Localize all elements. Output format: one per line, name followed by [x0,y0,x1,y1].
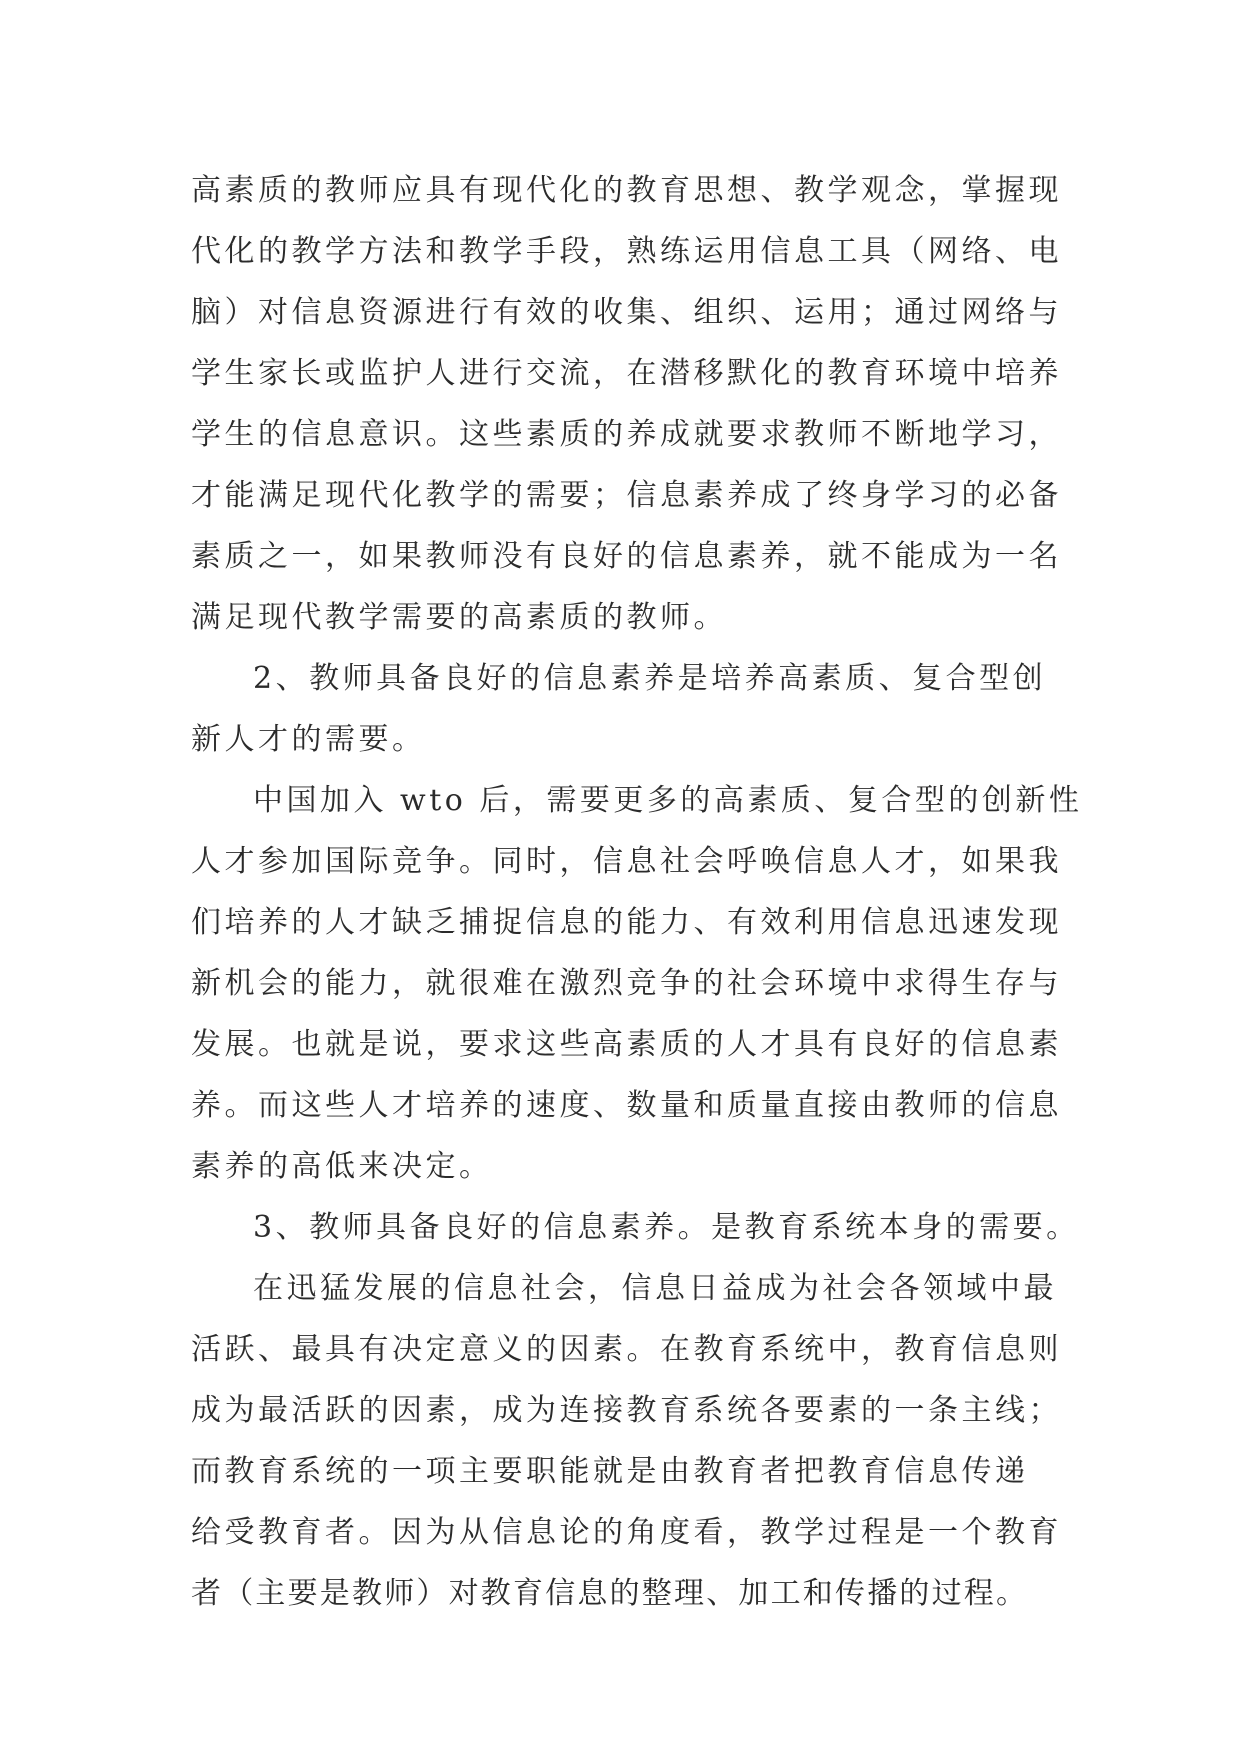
text-line: 养。而这些人才培养的速度、数量和质量直接由教师的信息 [191,1088,1062,1123]
section-heading-line: 新人才的需要。 [191,722,426,757]
text-line: 成为最活跃的因素，成为连接教育系统各要素的一条主线； [191,1393,1062,1428]
text-line: 人才参加国际竞争。同时，信息社会呼唤信息人才，如果我 [191,844,1062,879]
text-line: 代化的教学方法和教学手段，熟练运用信息工具（网络、电 [191,234,1062,269]
text-line: 活跃、最具有决定意义的因素。在教育系统中，教育信息则 [191,1332,1062,1367]
text-line: 才能满足现代化教学的需要；信息素养成了终身学习的必备 [191,478,1062,513]
text-line: 中国加入 wto 后，需要更多的高素质、复合型的创新性 [253,783,1083,818]
text-line: 脑）对信息资源进行有效的收集、组织、运用；通过网络与 [191,295,1062,330]
text-line: 给受教育者。因为从信息论的角度看，教学过程是一个教育 [191,1515,1062,1550]
text-line: 高素质的教师应具有现代化的教育思想、教学观念，掌握现 [191,173,1062,208]
section-heading-line: 3、教师具备良好的信息素养。是教育系统本身的需要。 [253,1210,1080,1245]
section-heading-line: 2、教师具备良好的信息素养是培养高素质、复合型创 [253,661,1047,696]
text-line: 素养的高低来决定。 [191,1149,493,1184]
text-line: 者（主要是教师）对教育信息的整理、加工和传播的过程。 [191,1576,1029,1611]
text-line: 学生的信息意识。这些素质的养成就要求教师不断地学习， [191,417,1062,452]
text-line: 而教育系统的一项主要职能就是由教育者把教育信息传递 [191,1454,1029,1489]
document-body [191,160,1083,1624]
text-line: 满足现代教学需要的高素质的教师。 [191,600,727,635]
text-line: 发展。也就是说，要求这些高素质的人才具有良好的信息素 [191,1027,1062,1062]
text-line: 们培养的人才缺乏捕捉信息的能力、有效利用信息迅速发现 [191,905,1062,940]
text-line: 学生家长或监护人进行交流，在潜移默化的教育环境中培养 [191,356,1062,391]
text-line: 在迅猛发展的信息社会，信息日益成为社会各领域中最 [253,1271,1057,1306]
text-line: 素质之一，如果教师没有良好的信息素养，就不能成为一名 [191,539,1062,574]
text-line: 新机会的能力，就很难在激烈竞争的社会环境中求得生存与 [191,966,1062,1001]
